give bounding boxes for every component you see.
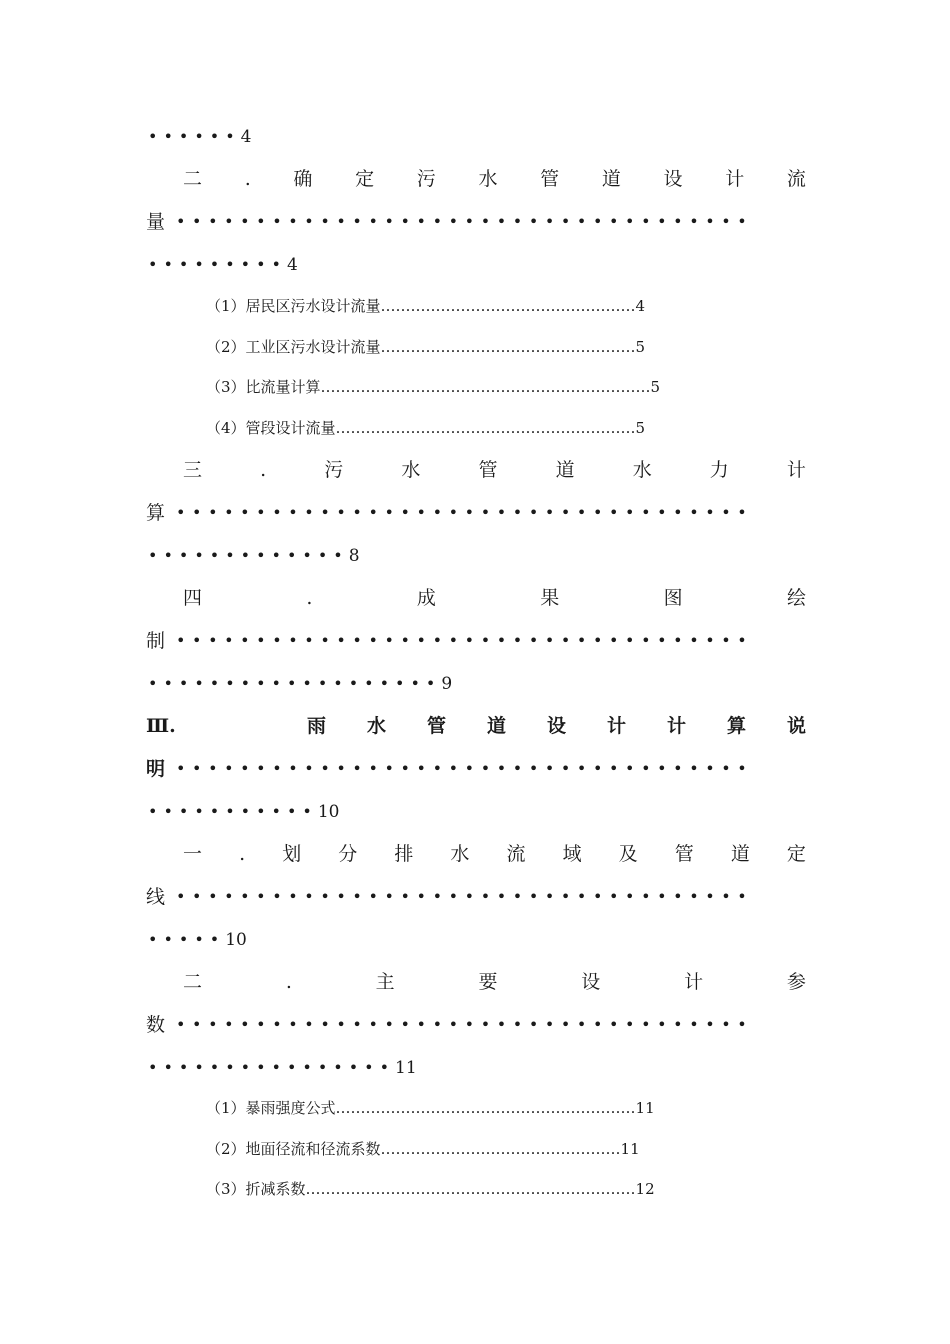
- toc-subentry: （2）地面径流和径流系数…………………………………………11: [206, 1140, 640, 1158]
- toc-entry-heading: 一 . 划 分 排 水 流 域 及 管 道 定: [183, 843, 806, 865]
- toc-continuation: ••••••4: [148, 127, 252, 147]
- toc-subentry: （1）居民区污水设计流量……………………………………………4: [206, 297, 646, 315]
- toc-leader-row: 数 ••••••••••••••••••••••••••••••••••••: [146, 1014, 754, 1036]
- toc-part-heading: Ⅲ. 雨 水 管 道 设 计 计 算 说: [146, 715, 806, 737]
- toc-subentry: （3）折减系数…………………………………………………………12: [206, 1180, 655, 1198]
- toc-continuation: •••••••••••••••••••9: [148, 674, 453, 694]
- toc-entry-heading: 四 . 成 果 图 绘: [183, 587, 806, 609]
- toc-continuation: •••••••••••10: [148, 802, 340, 822]
- toc-leader-row: 线 ••••••••••••••••••••••••••••••••••••: [146, 886, 754, 908]
- toc-subentry: （2）工业区污水设计流量……………………………………………5: [206, 338, 646, 356]
- toc-entry-heading: 二 . 主 要 设 计 参: [183, 971, 806, 993]
- toc-subentry: （3）比流量计算…………………………………………………………5: [206, 378, 661, 396]
- toc-leader-row: 明 ••••••••••••••••••••••••••••••••••••: [146, 758, 754, 780]
- toc-continuation: •••••••••4: [148, 255, 298, 275]
- toc-entry-heading: 三 . 污 水 管 道 水 力 计: [183, 459, 806, 481]
- toc-continuation: •••••••••••••8: [148, 546, 360, 566]
- toc-subentry: （1）暴雨强度公式……………………………………………………11: [206, 1099, 655, 1117]
- toc-subentry: （4）管段设计流量……………………………………………………5: [206, 419, 646, 437]
- toc-leader-row: 算 ••••••••••••••••••••••••••••••••••••: [146, 502, 754, 524]
- toc-leader-row: 量 ••••••••••••••••••••••••••••••••••••: [146, 211, 754, 233]
- toc-leader-row: 制 ••••••••••••••••••••••••••••••••••••: [146, 630, 754, 652]
- toc-continuation: •••••10: [148, 930, 247, 950]
- toc-entry-heading: 二 . 确 定 污 水 管 道 设 计 流: [183, 168, 806, 190]
- toc-continuation: ••••••••••••••••11: [148, 1058, 417, 1078]
